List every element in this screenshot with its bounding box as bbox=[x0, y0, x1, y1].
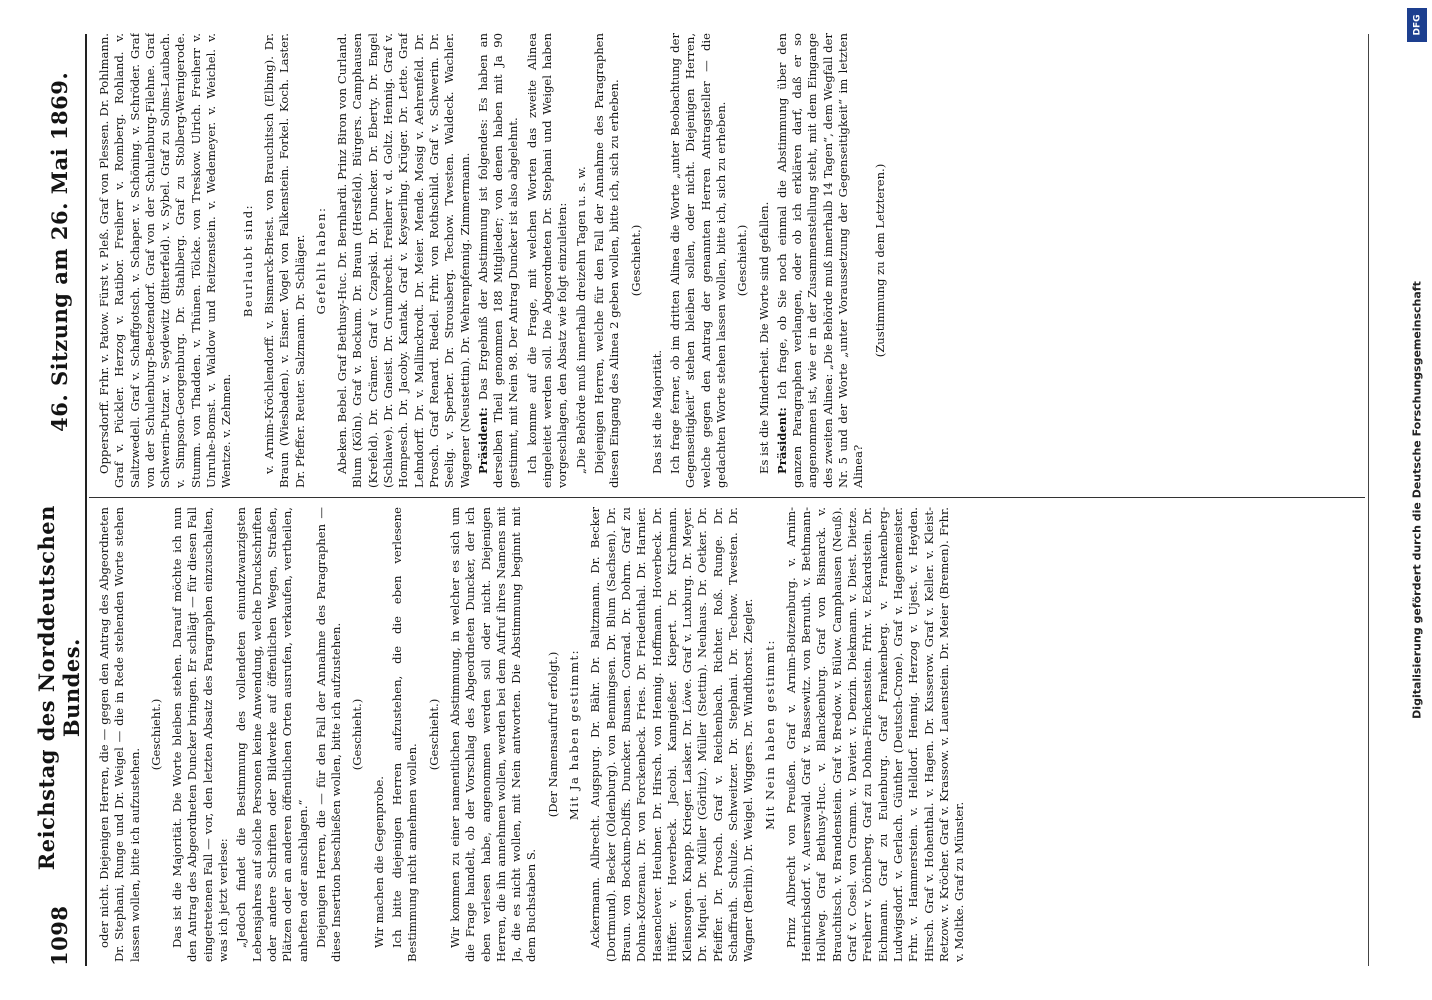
credit-text: Digitalisierung gefördert durch die Deutsche Forschungsgemeinschaft bbox=[1410, 281, 1424, 719]
speaker-label: Präsident: bbox=[774, 407, 789, 474]
paragraph bbox=[525, 33, 571, 488]
stage-direction: (Geschieht.) bbox=[350, 698, 365, 771]
paragraph-text: Diejenigen Herren, welche für den Fall der Annahme des Paragraphen diesen Eingang des Alinea 2 geben wollen, bitte ich, sich zu erheben. bbox=[591, 33, 622, 488]
paragraph-text: Abeken. Bebel. Graf Bethusy-Huc. Dr. Bernhardi. Prinz Biron von Curland. Blum (Köln). Graf v. Bockum. Dr. Braun (Hersfeld). Bürgers. Camphausen (Krefeld). Dr. Crämer. Graf v. Czapski. Dr. Duncker. Dr. Eberty. Dr. Engel (Schlawe). Dr. Gneist. Dr. Grumbrecht. Freiherr v. d. Goltz. Hennig. Graf v. Hompesch. Dr. Jacoby. Kantak. Graf v. Keyserling. Krüger. Dr. Lette. Graf Lehndorff. Dr. v. Mallinckrodt. Dr. Meier. Mende. Mosig v. Aehrenfeld. Dr. Prosch. Graf Renard. Riedel. Frhr. von Rothschild. Graf v. Schwerin. Dr. Seelig. v. Sperber. Dr. Strousberg. Techow. Twesten. Waldeck. Wachler. Wagener (Neustettin). Dr. Wehrenpfennig. Zimmermann. bbox=[335, 33, 472, 488]
paragraph bbox=[170, 507, 231, 962]
right-running-title: 46. Sitzung am 26. Mai 1869. bbox=[46, 71, 72, 432]
dfg-logo: DFG bbox=[1407, 8, 1427, 42]
paragraph bbox=[390, 507, 421, 962]
paragraph-text: oder nicht. Diejenigen Herren, die — gegen den Antrag des Abgeordneten Dr. Stephani, Runge und Dr. Weigel — die in Rede stehenden Worte stehen lassen wollen, bitte ich aufzustehen. bbox=[97, 507, 142, 962]
paragraph-text: Diejenigen Herren, die — für den Fall der Annahme des Paragraphen — diese Insertion beschließen wollen, bitte ich aufzustehen. bbox=[313, 507, 344, 962]
paragraph bbox=[234, 507, 310, 962]
paragraph bbox=[588, 507, 756, 962]
paragraph-text: Ich frage, ob Sie noch einmal die Abstimmung über den ganzen Paragraphen verlangen, oder ob ich erklären darf, daß er so angenommen ist, wie er in der Zusammenstellung steht, mit dem Eingange des zweiten Alinea: „Die Behörde muß innerhalb 14 Tagen“, dem Wegfall der Nr. 5 und der Worte „unter Voraussetzung der Gegenseitigkeit“ im letzten Alinea? bbox=[774, 33, 866, 488]
right-column bbox=[97, 33, 1363, 488]
stage-direction: (Geschieht.) bbox=[735, 224, 750, 297]
section-heading: Beurlaubt sind: bbox=[240, 203, 255, 318]
paragraph bbox=[97, 33, 235, 488]
section-heading: Mit Ja haben gestimmt: bbox=[567, 648, 582, 821]
paragraph bbox=[97, 507, 143, 962]
paragraph bbox=[592, 33, 623, 488]
paragraph bbox=[262, 33, 308, 488]
section-heading: Mit Nein haben gestimmt: bbox=[762, 639, 777, 830]
paragraph-text: „Jedoch findet die Bestimmung des vollendeten einundzwanzigsten Lebensjahres auf solche Personen keine Anwendung, welche Druckschriften oder andere Schriften oder Bildwerke auf öffentlichen Wegen, Straßen, Plätzen oder an anderen öffentlichen Orten ausrufen, verkaufen, vertheilen, anheften oder anschlagen.“ bbox=[234, 507, 310, 962]
stage-direction: (Zustimmung zu dem Letzteren.) bbox=[872, 163, 887, 358]
paragraph bbox=[650, 33, 665, 488]
paragraph bbox=[372, 507, 387, 962]
header-rule bbox=[85, 34, 87, 966]
paragraph bbox=[476, 33, 522, 488]
paragraph-text: v. Arnim-Kröchlendorff. v. Bismarck-Briest. von Brauchitsch (Elbing). Dr. Braun (Wiesbaden). v. Eisner. Vogel von Falkenstein. Forkel. Koch. Laster. Dr. Pfeffer. Reuter. Salzmann. Dr. Schläger. bbox=[261, 33, 307, 488]
paragraph bbox=[314, 507, 345, 962]
footer-rule bbox=[1368, 34, 1369, 966]
stage-direction: (Geschieht.) bbox=[426, 698, 441, 771]
paragraph-text: Wir kommen zu einer namentlichen Abstimmung, in welcher es sich um die Frage handelt, ob der Vorschlag des Abgeordneten Duncker, der ich eben verlesen habe, angenommen werden soll oder nicht. Diejenigen Herren, die ihn annehmen wollen, werden bei dem Aufruf ihres Namens mit Ja, die es nicht wollen, mit Nein antworten. Die Abstimmung beginnt mit dem Buchstaben S. bbox=[447, 507, 539, 962]
page-header bbox=[34, 34, 84, 966]
paragraph bbox=[784, 507, 968, 962]
paragraph bbox=[757, 33, 772, 488]
paragraph bbox=[775, 33, 867, 488]
stage-direction: (Geschieht.) bbox=[628, 224, 643, 297]
paragraph bbox=[574, 33, 589, 488]
paragraph-text: Oppersdorff. Frhr. v. Patow. Fürst v. Pleß. Graf von Plessen. Dr. Pohlmann. Graf v. Pückler. Herzog v. Ratibor. Freiherr v. Romberg. Rohland. v. Saltzwedell. Graf v. Schaffgotsch. v. Schaper. v. Schöning. v. Schröder. Graf von der Schulenburg-Beetzendorf. Graf von der Schulenburg-Filehne. Graf Schwerin-Putzar. v. Seydewitz (Bitterfeld). v. Sybel. Graf zu Solms-Laubach. v. Simpson-Georgenburg. Dr. Stahlberg. Graf zu Stolberg-Wernigerode. Stumm. von Thadden. v. Thünen. Tölcke. von Treskow. Ulrich. Freiherr v. Unruhe-Bomst. v. Waldow und Reitzenstein. v. Wedemeyer. v. Weichel. v. Wentze. v. Zehmen. bbox=[97, 33, 234, 488]
left-running-title: Reichstag des Norddeutschen Bundes. bbox=[34, 505, 84, 871]
paragraph bbox=[668, 33, 729, 488]
paragraph bbox=[335, 33, 473, 488]
stage-direction: (Der Namensaufruf erfolgt.) bbox=[545, 651, 560, 818]
digitization-credit bbox=[1404, 0, 1430, 1000]
column-separator bbox=[89, 497, 1365, 498]
left-column bbox=[97, 507, 1363, 962]
paragraph-text: Das ist die Majorität. Die Worte bleiben stehen. Darauf möchte ich nun den Antrag des Abgeordneten Duncker bringen. Er schlägt — für diesen Fall eingetretenen Fall — vor, den letzten Absatz des Paragraphen einzuschalten, was ich jetzt verlese: bbox=[170, 507, 231, 962]
paragraph-text: Es ist die Minderheit. Die Worte sind gefallen. bbox=[756, 201, 771, 474]
section-heading: Gefehlt haben: bbox=[313, 206, 328, 315]
stage-direction: (Geschieht.) bbox=[148, 698, 163, 771]
page-number: 1098 bbox=[46, 905, 72, 966]
paragraph-text: „Die Behörde muß innerhalb dreizehn Tagen u. s. w. bbox=[573, 166, 588, 474]
scanned-page bbox=[25, 20, 1375, 980]
paragraph-text: Ich frage ferner, ob im dritten Alinea die Worte „unter Beobachtung der Gegenseitigkeit“ stehen bleiben sollen, oder nicht. Diejenigen Herren, welche gegen den Antrag der genannten Herren Antragsteller — die gedachten Worte stehen lassen wollen, bitte ich, sich zu erheben. bbox=[668, 33, 728, 488]
paragraph-text: Das ist die Majorität. bbox=[649, 349, 664, 474]
paragraph-text: Ackermann. Albrecht. Augspurg. Dr. Bähr. Dr. Baltzmann. Dr. Becker (Dortmund). Becker (Oldenburg). von Benningsen. Dr. Blum (Sachsen). Dr. Braun. von Bockum-Dolffs. Duncker. Bunsen. Conrad. Dr. Dohrn. Graf zu Dohna-Kotzenau. Dr. von Forckenbeck. Fries. Dr. Friedenthal. Dr. Harnier. Hasenclever. Heubner. Dr. Hirsch. von Hennig. Hoffmann. Hoverbeck. Dr. Hüffer. v. Hoverbeck. Jacobi. Kanngießer. Kiepert. Dr. Kirchmann. Kleinsorgen. Knapp. Krieger. Lasker. Dr. Löwe. Graf v. Luxburg. Dr. Meyer. Dr. Miquel. Dr. Müller (Görlitz). Müller (Stettin). Neuhaus. Dr. Oetker. Dr. Pfeiffer. Dr. Prosch. Graf v. Reichenbach. Richter. Roß. Runge. Dr. Schaffrath. Schulze. Schweitzer. Dr. Stephani. Dr. Techow. Twesten. Dr. Wagner (Berlin). Dr. Weigel. Wiggers. Dr. Windthorst. Ziegler. bbox=[588, 507, 756, 962]
paragraph-text: Ich komme auf die Frage, mit welchen Worten das zweite Alinea eingeleitet werden soll. Die Abgeordneten Dr. Stephani und Weigel haben vorgeschlagen, den Absatz wie folgt einzuleiten: bbox=[524, 33, 570, 488]
paragraph-text: Prinz Albrecht von Preußen. Graf v. Arnim-Boitzenburg. v. Arnim-Heinrichsdorf. v. Auerswald. Graf v. Bassewitz. von Bernuth. v. Bethmann-Hollweg. Graf Bethusy-Huc. v. Blanckenburg. Graf von Bismarck. v. Brauchitsch. v. Brandenstein. Graf v. Bredow. v. Bülow. Camphausen (Neuß). Graf v. Cosel. von Cramm. v. Davier. v. Denzin. Diekmann. v. Diest. Dietze. Freiherr v. Dörnberg. Graf zu Dohna-Finckenstein. Frhr. v. Eckardstein. Dr. Eichmann. Graf zu Eulenburg. Graf Frankenberg. v. Frankenberg-Ludwigsdorf. v. Gerlach. Günther (Deutsch-Crone). Graf v. Hagenemeister. Frhr. v. Hammerstein. v. Helldorf. Hennig. Herzog v. Ujest. v. Heyden. Hirsch. Graf v. Hohenthal. v. Hagen. Dr. Kusserow. Graf v. Keller. v. Kleist-Retzow. v. Kröcher. Graf v. Krassow. v. Lauenstein. Dr. Meier (Bremen). Frhr. v. Moltke. Graf zu Münster. bbox=[783, 507, 967, 962]
paragraph-text: Ich bitte diejenigen Herren aufzustehen, die die eben verlesene Bestimmung nicht annehmen wollen. bbox=[390, 507, 420, 962]
paragraph bbox=[448, 507, 540, 962]
speaker-label: Präsident: bbox=[475, 407, 490, 474]
paragraph-text: Wir machen die Gegenprobe. bbox=[371, 776, 386, 948]
paragraph-text: Das Ergebniß der Abstimmung ist folgendes: Es haben an derselben Theil genommen 188 Mitglieder; von denen haben mit Ja 90 gestimmt, mit Nein 98. Der Antrag Duncker ist also abgelehnt. bbox=[475, 33, 521, 488]
